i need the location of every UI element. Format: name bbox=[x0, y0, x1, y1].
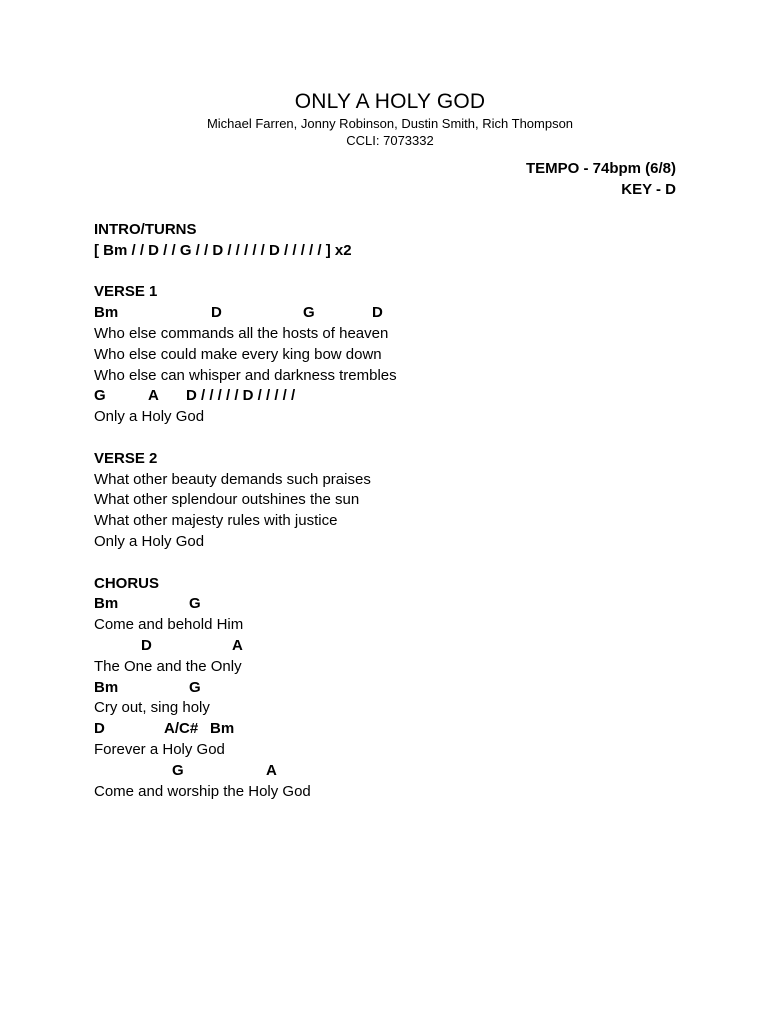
chord: G bbox=[172, 761, 184, 779]
chord: D bbox=[94, 720, 105, 738]
lyric-line: What other majesty rules with justice bbox=[94, 512, 338, 530]
chord: Bm bbox=[94, 304, 119, 322]
chord: A bbox=[232, 636, 243, 654]
chord: G bbox=[189, 595, 201, 613]
lyric-line: What other splendour outshines the sun bbox=[94, 491, 360, 509]
chord: G bbox=[189, 678, 201, 696]
key-label: KEY - D bbox=[621, 181, 676, 198]
verse2-heading: VERSE 2 bbox=[94, 449, 158, 467]
section-gap bbox=[94, 262, 397, 283]
verse1-heading: VERSE 1 bbox=[94, 283, 158, 301]
verse1-chord-line-1 bbox=[94, 303, 397, 324]
lyric-line: What other beauty demands such praises bbox=[94, 470, 371, 488]
chorus-chord-line-1 bbox=[94, 594, 397, 615]
chord: A/C# bbox=[164, 720, 199, 738]
intro-heading: INTRO/TURNS bbox=[94, 221, 197, 238]
chord: G bbox=[303, 304, 315, 322]
chord: D bbox=[211, 304, 222, 322]
chorus-chord-line-4 bbox=[94, 719, 397, 740]
ccli-number: CCLI: 7073332 bbox=[346, 133, 434, 148]
section-gap bbox=[94, 428, 397, 449]
lyric-line: Only a Holy God bbox=[94, 532, 205, 550]
chord: D bbox=[372, 304, 383, 322]
lyric-line: Only a Holy God bbox=[94, 408, 205, 426]
lyric-line: Who else can whisper and darkness trembles bbox=[94, 366, 397, 384]
chord: A bbox=[266, 761, 277, 779]
chord: G bbox=[94, 387, 106, 405]
lyric-line: Come and worship the Holy God bbox=[94, 782, 311, 800]
chord: Bm bbox=[94, 678, 119, 696]
lyric-line: Cry out, sing holy bbox=[94, 699, 210, 717]
chord: A bbox=[148, 387, 159, 405]
lyric-line: Who else could make every king bow down bbox=[94, 345, 382, 363]
chord: D / / / / / D / / / / / bbox=[186, 387, 296, 405]
intro-chords: [ Bm / / D / / G / / D / / / / / D / / / / / ] x2 bbox=[94, 241, 352, 259]
lyric-line: Forever a Holy God bbox=[94, 740, 225, 758]
chorus-heading: CHORUS bbox=[94, 574, 160, 592]
song-title: ONLY A HOLY GOD bbox=[294, 90, 486, 113]
lyric-line: Come and behold Him bbox=[94, 616, 244, 634]
chorus-chord-line-3 bbox=[94, 678, 397, 699]
chord: Bm bbox=[94, 595, 119, 613]
chord-sheet-body bbox=[94, 220, 397, 802]
chord: D bbox=[141, 636, 152, 654]
chorus-chord-line-5 bbox=[94, 761, 397, 782]
song-meta bbox=[526, 158, 676, 200]
verse1-chord-line-2 bbox=[94, 386, 397, 407]
chord: Bm bbox=[210, 720, 235, 738]
lyric-line: The One and the Only bbox=[94, 657, 242, 675]
tempo-label: TEMPO - 74bpm (6/8) bbox=[525, 160, 676, 177]
lyric-line: Who else commands all the hosts of heaven bbox=[94, 324, 389, 342]
song-authors: Michael Farren, Jonny Robinson, Dustin Smith, Rich Thompson bbox=[206, 116, 574, 131]
section-gap bbox=[94, 553, 397, 574]
chorus-chord-line-2 bbox=[94, 636, 397, 657]
